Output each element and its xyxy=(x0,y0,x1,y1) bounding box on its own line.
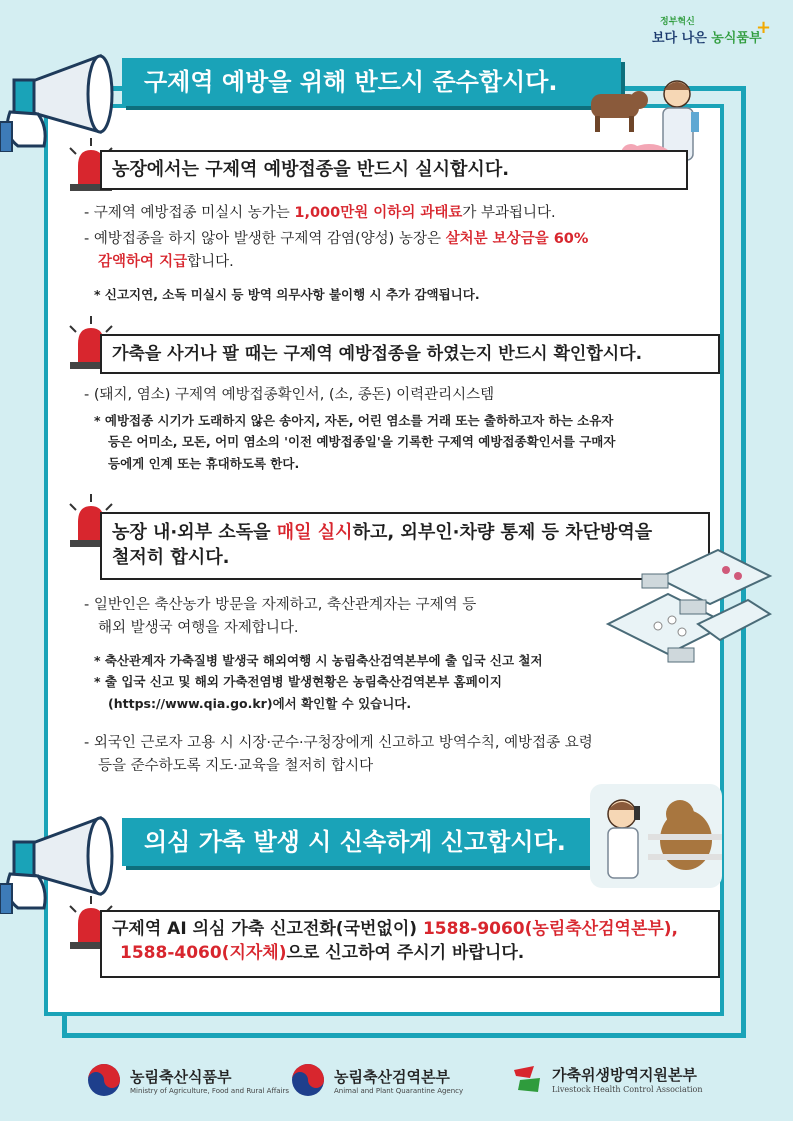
footer-org3 xyxy=(510,1064,702,1094)
s3-heading-post: 하고, 외부인·차량 통제 등 차단방역을 xyxy=(352,522,653,543)
association-logo xyxy=(510,1064,544,1094)
org2-eng: Animal and Plant Quarantine Agency xyxy=(334,1086,464,1095)
s3-b2-l1: - 외국인 근로자 고용 시 시장·군수·구청장에게 신고하고 방역수칙, 예방접종 요령 xyxy=(84,735,593,751)
section4-report-box xyxy=(100,910,720,978)
brand-line2a: 보다 나은 xyxy=(652,30,707,46)
section1-bullet2 xyxy=(84,228,694,274)
section1-heading-text: 농장에서는 구제역 예방접종을 반드시 실시합시다. xyxy=(112,159,510,180)
s1-b2-red2-wrap xyxy=(84,254,187,270)
org1-eng: Ministry of Agriculture, Food and Rural Affairs xyxy=(130,1086,290,1095)
s3-heading-line2: 철저히 합시다. xyxy=(112,547,230,569)
s4-l2-red: 1588-4060(지자체) xyxy=(120,942,287,963)
brand-logo xyxy=(652,17,772,46)
s2-note1: * 예방접종 시기가 도래하지 않은 송아지, 자돈, 어린 염소를 거래 또는 출하하고자 하는 소유자 xyxy=(94,413,614,428)
farmer-phone-illustration xyxy=(590,784,722,888)
s1-b1-pre: - 구제역 예방접종 미실시 농가는 xyxy=(84,205,295,221)
taeguk-logo xyxy=(86,1062,122,1098)
org2-name: 농림축산검역본부 xyxy=(334,1067,450,1086)
s3-heading-pre: 농장 내·외부 소독을 xyxy=(112,522,277,543)
section1-bullet1 xyxy=(84,202,684,225)
s3-note2: * 출 입국 신고 및 해외 가축전염병 발생현황은 농림축산검역본부 홈페이지 xyxy=(94,674,502,690)
s3-heading-red: 매일 실시 xyxy=(276,522,353,543)
brand-line2b: 농식품부 xyxy=(711,30,762,46)
s1-b1-red: 1,000만원 이하의 과태료 xyxy=(294,205,463,221)
s2-note3: 등에게 인계 또는 휴대하도록 한다. xyxy=(108,455,300,471)
section3-bullet2 xyxy=(84,732,704,778)
s3-b1-l2: 해외 발생국 여행을 자제합니다. xyxy=(98,620,299,637)
footer-org2 xyxy=(290,1062,463,1098)
section2-bullet1: - (돼지, 염소) 구제역 예방접종확인서, (소, 종돈) 이력관리시스템 xyxy=(84,387,495,403)
s3-b2-l2: 등을 준수하도록 지도·교육을 철저히 합시다 xyxy=(98,758,374,775)
s1-b2-post: 합니다. xyxy=(187,254,234,271)
brand-plus: + xyxy=(756,17,772,38)
section2-note xyxy=(94,410,714,474)
megaphone-icon xyxy=(0,42,130,152)
s3-note1: * 축산관계자 가축질병 발생국 해외여행 시 농림축산검역본부에 출 입국 신고 철저 xyxy=(94,653,543,668)
section1-heading xyxy=(100,150,688,190)
s1-b2-red1: 살처분 보상금을 60% xyxy=(445,231,589,247)
s4-l1-pre: 구제역 AI 의심 가축 신고전화(국번없이) xyxy=(112,919,423,939)
s2-note2: 등은 어미소, 모돈, 어미 염소의 '이전 예방접종일'을 기록한 구제역 예방접종확인서를 구매자 xyxy=(108,434,616,450)
brand-line1: 정부혁신 xyxy=(660,17,695,27)
banner-prevention: 구제역 예방을 위해 반드시 준수합시다. xyxy=(122,58,621,106)
banner-report: 의심 가축 발생 시 신속하게 신고합시다. xyxy=(122,818,621,866)
org3-eng: Livestock Health Control Association xyxy=(552,1085,703,1094)
section2-heading xyxy=(100,334,720,374)
section3-notes xyxy=(94,650,654,714)
section1-note: * 신고지연, 소독 미실시 등 방역 의무사항 불이행 시 추가 감액됩니다. xyxy=(94,287,480,302)
s3-b1-l1: - 일반인은 축산농가 방문을 자제하고, 축산관계자는 구제역 등 xyxy=(84,597,477,613)
footer-org1 xyxy=(86,1062,289,1098)
s1-b2-red2: 감액하여 지급 xyxy=(98,254,188,271)
org3-name: 가축위생방역지원본부 xyxy=(552,1066,697,1084)
s4-l1-red: 1588-9060(농림축산검역본부), xyxy=(422,919,679,939)
s1-b2-pre: - 예방접종을 하지 않아 발생한 구제역 감염(양성) 농장은 xyxy=(84,231,446,247)
s4-l2-post: 으로 신고하여 주시기 바랍니다. xyxy=(286,942,525,963)
taeguk-logo xyxy=(290,1062,326,1098)
s3-note3: (https://www.qia.go.kr)에서 확인할 수 있습니다. xyxy=(108,695,412,711)
org1-name: 농림축산식품부 xyxy=(130,1067,232,1086)
s1-b1-post: 가 부과됩니다. xyxy=(462,205,556,221)
section2-heading-text: 가축을 사거나 팔 때는 구제역 예방접종을 하였는지 반드시 확인합시다. xyxy=(112,344,643,364)
section3-bullet1 xyxy=(84,594,604,640)
